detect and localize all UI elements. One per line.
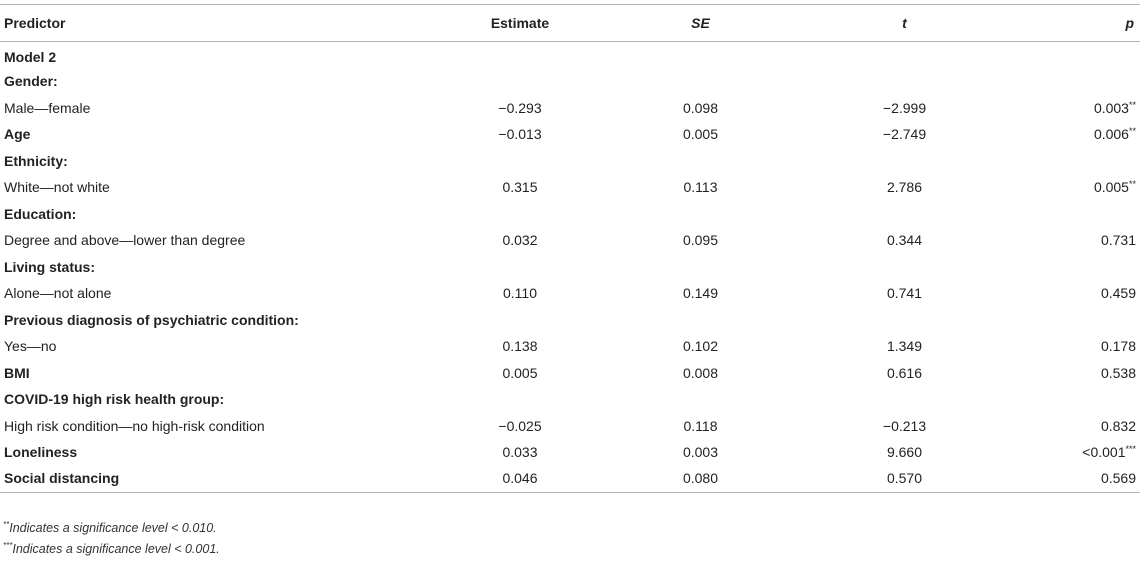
se-cell (622, 121, 803, 148)
p-cell (1026, 439, 1140, 466)
table-row (0, 174, 1140, 201)
footnote-marker: ** (3, 520, 10, 529)
se-cell-text: 0.095 (682, 232, 719, 249)
estimate-cell (412, 68, 622, 95)
estimate-cell (412, 201, 622, 228)
predictor-cell (0, 42, 412, 69)
predictor-cell-text: Model 2 (4, 49, 57, 65)
estimate-cell (412, 254, 622, 281)
t-cell (803, 413, 1026, 440)
se-cell-text: 0.118 (683, 417, 718, 434)
p-cell (1026, 280, 1140, 307)
table-row (0, 413, 1140, 440)
predictor-cell-text: BMI (4, 364, 30, 381)
p-cell (1026, 121, 1140, 148)
footnote (3, 518, 220, 539)
t-cell (803, 439, 1026, 466)
p-cell (1026, 201, 1140, 228)
p-cell-text: 0.178 (1100, 338, 1136, 355)
se-cell-text: 0.008 (682, 364, 719, 381)
predictor-cell (0, 148, 412, 175)
se-cell (622, 466, 803, 493)
t-cell-text: −2.999 (882, 99, 927, 116)
p-cell (1026, 333, 1140, 360)
p-cell (1026, 466, 1140, 493)
p-cell-text: 0.006 (1093, 126, 1129, 143)
estimate-cell-text: −0.013 (498, 126, 542, 143)
p-cell-text: 0.569 (1100, 469, 1136, 486)
table-row (0, 333, 1140, 360)
table-row (0, 254, 1140, 281)
t-cell (803, 254, 1026, 281)
estimate-cell-text: 0.138 (502, 338, 538, 355)
p-cell (1026, 307, 1140, 334)
p-cell-text: 0.003 (1093, 99, 1129, 116)
header-se: SE (622, 5, 803, 42)
p-cell (1026, 386, 1140, 413)
estimate-cell (412, 413, 622, 440)
predictor-cell-text: COVID-19 high risk health group: (4, 391, 225, 408)
table-row (0, 386, 1140, 413)
p-cell-text: 0.005 (1093, 179, 1129, 196)
estimate-cell-text: 0.005 (502, 364, 538, 381)
se-cell-text: 0.003 (682, 444, 719, 461)
estimate-cell (412, 333, 622, 360)
t-cell (803, 148, 1026, 175)
p-cell (1026, 413, 1140, 440)
predictor-cell-text: High risk condition—no high-risk condition (4, 417, 265, 434)
predictor-cell-text: Previous diagnosis of psychiatric condition: (4, 311, 299, 328)
p-cell (1026, 95, 1140, 122)
t-cell (803, 121, 1026, 148)
predictor-cell-text: Male—female (4, 99, 91, 116)
t-cell-text: 0.344 (886, 232, 923, 249)
footnote (3, 539, 220, 560)
table-row (0, 466, 1140, 493)
table-row (0, 227, 1140, 254)
predictor-cell (0, 386, 412, 413)
se-cell-text: 0.113 (683, 179, 718, 196)
predictor-cell-text: Age (4, 126, 31, 143)
significance-marker: ** (1128, 179, 1136, 190)
estimate-cell (412, 148, 622, 175)
t-cell-text: 9.660 (886, 444, 923, 461)
table-footnotes (3, 518, 220, 560)
se-cell (622, 386, 803, 413)
estimate-cell (412, 121, 622, 148)
predictor-cell-text: Living status: (4, 258, 96, 275)
t-cell-text: 0.570 (886, 469, 923, 486)
estimate-cell-text: 0.046 (502, 469, 538, 486)
predictor-cell-text: Ethnicity: (4, 152, 68, 169)
estimate-cell-text: −0.293 (498, 99, 542, 116)
estimate-cell (412, 280, 622, 307)
table-row (0, 68, 1140, 95)
predictor-cell (0, 307, 412, 334)
predictor-cell (0, 174, 412, 201)
estimate-cell-text: 0.110 (503, 285, 537, 302)
t-cell (803, 466, 1026, 493)
estimate-cell-text: 0.032 (502, 232, 538, 249)
p-cell (1026, 360, 1140, 387)
se-cell-text: 0.005 (682, 126, 719, 143)
estimate-cell (412, 386, 622, 413)
se-cell (622, 360, 803, 387)
p-cell-text: <0.001 (1082, 444, 1126, 461)
predictor-cell (0, 439, 412, 466)
estimate-cell-text: −0.025 (498, 417, 542, 434)
se-cell (622, 68, 803, 95)
estimate-cell (412, 439, 622, 466)
t-cell (803, 42, 1026, 69)
t-cell-text: 0.741 (886, 285, 923, 302)
se-cell (622, 439, 803, 466)
t-cell (803, 307, 1026, 334)
predictor-cell (0, 227, 412, 254)
predictor-cell-text: Education: (4, 205, 77, 222)
t-cell (803, 280, 1026, 307)
se-cell (622, 174, 803, 201)
predictor-cell-text: Degree and above—lower than degree (4, 232, 246, 249)
se-cell (622, 413, 803, 440)
estimate-cell-text: 0.315 (502, 179, 538, 196)
footnote-marker: *** (3, 541, 13, 550)
header-row (0, 5, 1140, 42)
t-cell (803, 201, 1026, 228)
t-cell (803, 386, 1026, 413)
p-cell (1026, 254, 1140, 281)
predictor-cell-text: Social distancing (4, 469, 120, 486)
table-row (0, 42, 1140, 69)
t-cell (803, 68, 1026, 95)
estimate-cell-text: 0.033 (502, 444, 538, 461)
se-cell (622, 148, 803, 175)
t-cell (803, 333, 1026, 360)
se-cell (622, 227, 803, 254)
table-body (0, 42, 1140, 493)
significance-marker: ** (1128, 126, 1136, 137)
footnote-text: Indicates a significance level < 0.010. (9, 521, 217, 535)
se-cell (622, 333, 803, 360)
header-t: t (803, 5, 1026, 42)
header-predictor: Predictor (0, 5, 412, 42)
estimate-cell (412, 466, 622, 493)
p-cell (1026, 174, 1140, 201)
header-estimate: Estimate (412, 5, 622, 42)
se-cell-text: 0.149 (682, 285, 719, 302)
predictor-cell-text: White—not white (4, 179, 110, 196)
table-row (0, 280, 1140, 307)
estimate-cell (412, 307, 622, 334)
p-cell (1026, 227, 1140, 254)
p-cell-text: 0.731 (1100, 232, 1136, 249)
table-row (0, 95, 1140, 122)
p-cell-text: 0.832 (1100, 417, 1136, 434)
t-cell-text: 0.616 (886, 364, 923, 381)
estimate-cell (412, 174, 622, 201)
footnote-text: Indicates a significance level < 0.001. (12, 542, 220, 556)
se-cell-text: 0.080 (682, 469, 719, 486)
t-cell-text: 2.786 (886, 179, 923, 196)
t-cell-text: −0.213 (882, 417, 927, 434)
significance-marker: ** (1128, 99, 1136, 110)
table-row (0, 201, 1140, 228)
predictor-cell (0, 466, 412, 493)
se-cell (622, 95, 803, 122)
predictor-cell (0, 280, 412, 307)
t-cell (803, 227, 1026, 254)
se-cell (622, 280, 803, 307)
predictor-cell (0, 333, 412, 360)
t-cell-text: −2.749 (882, 126, 927, 143)
p-cell (1026, 148, 1140, 175)
predictor-cell (0, 68, 412, 95)
table-row (0, 439, 1140, 466)
predictor-cell (0, 121, 412, 148)
predictor-cell-text: Alone—not alone (4, 285, 112, 302)
se-cell (622, 307, 803, 334)
p-cell (1026, 42, 1140, 69)
predictor-cell (0, 254, 412, 281)
p-cell (1026, 68, 1140, 95)
table-header (0, 5, 1140, 42)
se-cell-text: 0.102 (682, 338, 719, 355)
se-cell (622, 42, 803, 69)
p-cell-text: 0.459 (1100, 285, 1136, 302)
predictor-cell-text: Yes—no (4, 338, 57, 355)
table-row (0, 307, 1140, 334)
se-cell-text: 0.098 (682, 99, 719, 116)
predictor-cell (0, 413, 412, 440)
se-cell (622, 254, 803, 281)
predictor-cell-text: Gender: (4, 73, 58, 90)
predictor-cell-text: Loneliness (4, 444, 78, 461)
estimate-cell (412, 360, 622, 387)
estimate-cell (412, 95, 622, 122)
estimate-cell (412, 227, 622, 254)
estimate-cell (412, 42, 622, 69)
t-cell (803, 174, 1026, 201)
table-row (0, 148, 1140, 175)
t-cell (803, 95, 1026, 122)
regression-results-table (0, 4, 1140, 493)
header-p: p (1026, 5, 1140, 42)
predictor-cell (0, 201, 412, 228)
predictor-cell (0, 360, 412, 387)
table-row (0, 121, 1140, 148)
table-row (0, 360, 1140, 387)
p-cell-text: 0.538 (1100, 364, 1136, 381)
significance-marker: *** (1125, 444, 1136, 455)
t-cell (803, 360, 1026, 387)
predictor-cell (0, 95, 412, 122)
t-cell-text: 1.349 (886, 338, 923, 355)
se-cell (622, 201, 803, 228)
